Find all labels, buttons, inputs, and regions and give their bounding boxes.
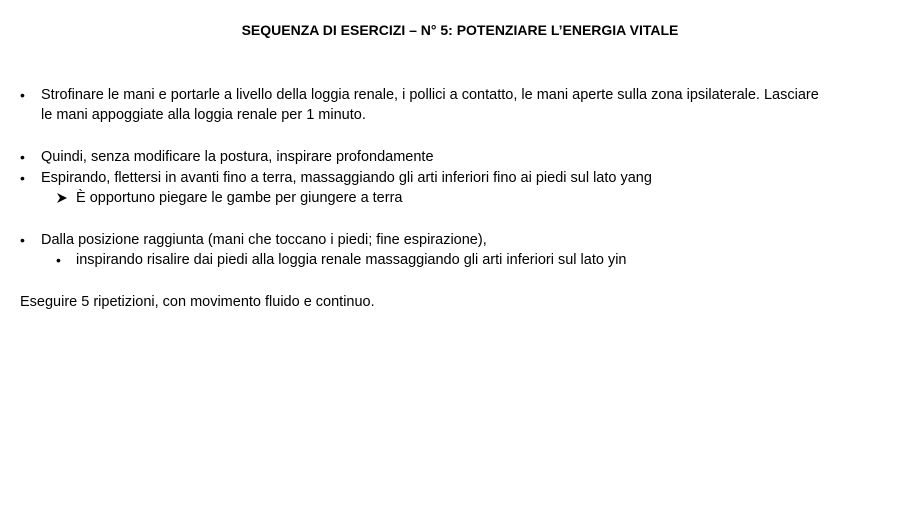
- sub-item-text: inspirando risalire dai piedi alla loggia renale massaggiando gli arti inferiori sul lato yin: [76, 252, 627, 268]
- bullet-icon: •: [20, 170, 25, 186]
- footer-note: Eseguire 5 ripetizioni, con movimento fluido e continuo.: [20, 294, 375, 310]
- bullet-icon: •: [20, 232, 25, 248]
- page-title: SEQUENZA DI ESERCIZI – N° 5: POTENZIARE L’ENERGIA VITALE: [241, 22, 679, 38]
- list-item-text-continued: le mani appoggiate alla loggia renale per 1 minuto.: [41, 107, 366, 123]
- bullet-icon: •: [20, 87, 25, 103]
- sub-bullet-icon: •: [56, 252, 61, 268]
- list-item-text: Strofinare le mani e portarle a livello della loggia renale, i pollici a contatto, le mani aperte sulla zona ipsilaterale. Lasciare: [41, 87, 819, 103]
- list-item-text: Dalla posizione raggiunta (mani che toccano i piedi; fine espirazione),: [41, 232, 487, 248]
- bullet-icon: •: [20, 149, 25, 165]
- list-item-text: Espirando, flettersi in avanti fino a terra, massaggiando gli arti inferiori fino ai piedi sul lato yang: [41, 170, 652, 186]
- list-item-text: Quindi, senza modificare la postura, inspirare profondamente: [41, 149, 434, 165]
- sub-item-text: È opportuno piegare le gambe per giungere a terra: [76, 190, 403, 206]
- arrow-bullet-icon: [56, 189, 68, 207]
